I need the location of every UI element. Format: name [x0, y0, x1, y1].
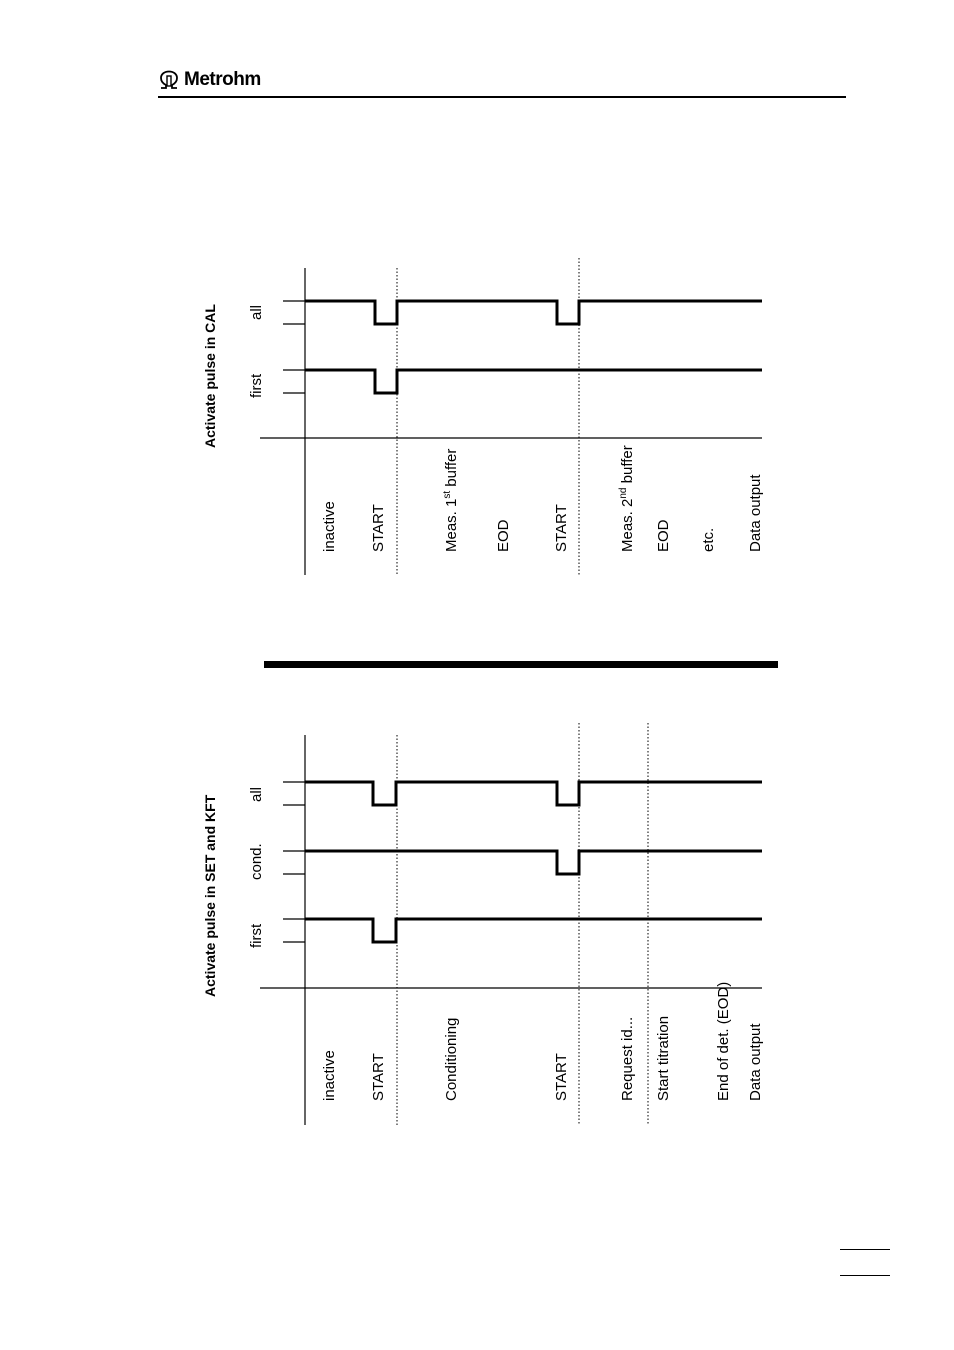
- cal-signal-all-waveform: [305, 301, 762, 324]
- cal-signal-first-waveform: [305, 370, 762, 393]
- cal-diagram-title: Activate pulse in CAL: [202, 304, 218, 448]
- set-kft-diagram: [202, 723, 764, 1125]
- cal-event-label: EOD: [495, 519, 512, 552]
- set-kft-event-label: Start titration: [655, 1015, 672, 1101]
- page-number-rule-top: [840, 1249, 890, 1250]
- set-kft-event-label: START: [370, 1053, 387, 1101]
- cal-diagram: [202, 258, 764, 575]
- cal-event-label: etc.: [700, 527, 717, 552]
- set-kft-event-label: inactive: [321, 1050, 338, 1101]
- set-kft-diagram-title: Activate pulse in SET and KFT: [202, 794, 218, 997]
- cal-signal-label-first: first: [248, 373, 265, 398]
- cal-event-label: START: [553, 504, 570, 552]
- set-kft-signal-all-waveform: [305, 782, 762, 805]
- set-kft-signal-cond-waveform: [305, 851, 762, 874]
- diagram-divider: [264, 661, 778, 668]
- cal-event-label-buffer2: [618, 445, 636, 552]
- set-kft-signal-label-all: all: [248, 786, 265, 802]
- set-kft-event-label: Data output: [747, 1023, 764, 1101]
- cal-event-text-part: buffer: [619, 445, 636, 488]
- cal-event-label: START: [370, 504, 387, 552]
- cal-event-text-part: buffer: [443, 448, 460, 491]
- cal-event-text-part: Meas. 2: [619, 498, 636, 552]
- page-number-rule-bottom: [840, 1275, 890, 1276]
- set-kft-signal-label-first: first: [248, 923, 265, 948]
- cal-event-label: EOD: [655, 519, 672, 552]
- set-kft-signal-first-waveform: [305, 919, 762, 942]
- cal-event-label: inactive: [321, 501, 338, 552]
- cal-event-text-part: nd: [618, 487, 629, 499]
- cal-event-label: Data output: [747, 474, 764, 552]
- set-kft-event-label: Request id...: [619, 1016, 636, 1101]
- set-kft-signal-label-cond: cond.: [248, 843, 265, 880]
- cal-signal-label-all: all: [248, 304, 265, 320]
- set-kft-event-label: Conditioning: [443, 1017, 460, 1101]
- set-kft-event-label: End of det. (EOD): [715, 981, 732, 1101]
- cal-event-text-part: st: [442, 490, 453, 499]
- brand-name: Metrohm: [184, 69, 261, 90]
- set-kft-event-label: START: [553, 1053, 570, 1101]
- cal-event-text-part: Meas. 1: [443, 498, 460, 552]
- cal-event-label-buffer1: [442, 449, 460, 552]
